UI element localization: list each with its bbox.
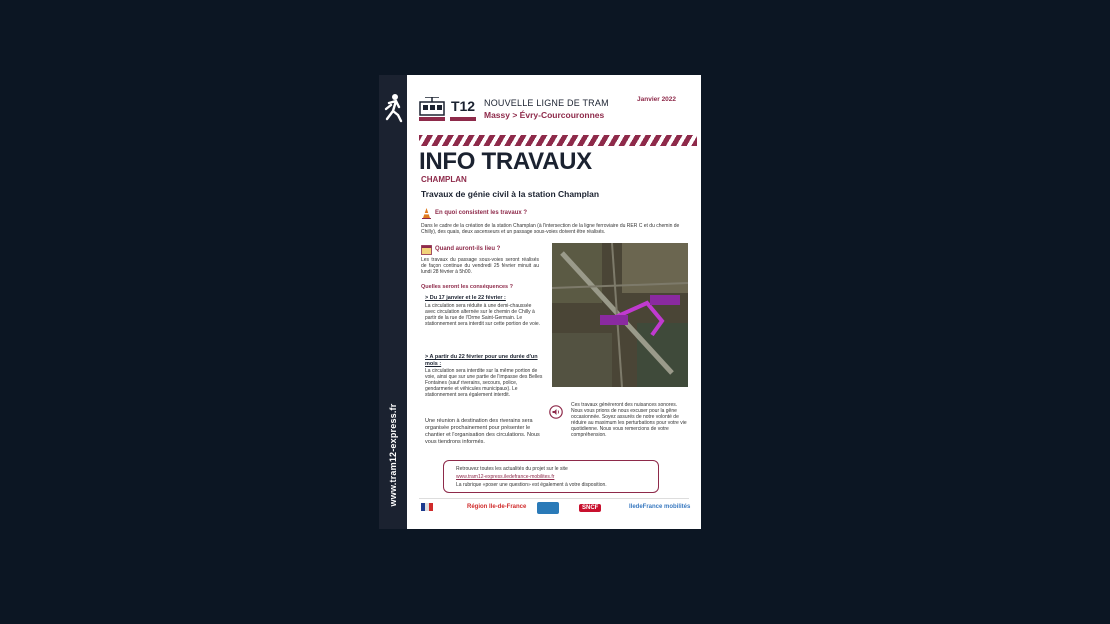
pedestrian-icon bbox=[383, 93, 403, 123]
info-box bbox=[443, 460, 659, 493]
flyer-content bbox=[407, 75, 701, 529]
sncf-logo: SNCF bbox=[579, 504, 601, 512]
website-label[interactable]: www.tram12-express.fr bbox=[388, 403, 398, 507]
region-logo: Région Ile-de-France bbox=[467, 504, 527, 510]
info-line: Retrouvez toutes les actualités du projet sur le site bbox=[456, 466, 568, 472]
line-badge-bar bbox=[450, 117, 476, 121]
republic-emblem-icon bbox=[421, 503, 433, 515]
city-logo-icon bbox=[537, 502, 559, 514]
footer-divider bbox=[419, 498, 689, 499]
aerial-map-image bbox=[552, 243, 688, 387]
meeting-text: Une réunion à destination des riverains sera organisée prochainement pour présenter le chantier et l'organisation des circulations. Nous vous tiendrons informés. bbox=[425, 418, 540, 445]
calendar-icon bbox=[421, 244, 432, 255]
flyer-document bbox=[379, 75, 701, 529]
idfm-logo: IledeFrance mobilités bbox=[629, 504, 691, 510]
period2-title: > A partir du 22 février pour une durée d'un mois : bbox=[425, 354, 538, 367]
section-heading: Travaux de génie civil à la station Champlan bbox=[421, 189, 600, 199]
hazard-stripes bbox=[419, 135, 697, 146]
info-line: La rubrique «poser une question» est également à votre disposition. bbox=[456, 482, 607, 488]
sidebar bbox=[379, 75, 407, 529]
date-label: Janvier 2022 bbox=[637, 96, 677, 103]
line-title: NOUVELLE LIGNE DE TRAM bbox=[484, 98, 609, 108]
noise-icon bbox=[549, 405, 563, 419]
period1-text: La circulation sera réduite à une demi-chaussée avec circulation alternée sur le chemin de Chilly à partir de la rue de l'Orme Saint-Germain. Le stationnement sera interdit sur cette portion de voie. bbox=[425, 303, 541, 327]
when-text: Les travaux du passage sous-voies seront réalisés de façon continue du vendredi 25 février minuit au lundi 28 février à 5h00. bbox=[421, 257, 539, 275]
project-link[interactable]: www.tram12-express.iledefrance-mobilites.fr bbox=[456, 474, 555, 480]
period1-title: > Du 17 janvier et le 22 février : bbox=[425, 295, 506, 301]
line-code: T12 bbox=[450, 98, 476, 114]
traffic-cone-icon bbox=[421, 208, 432, 219]
line-badge bbox=[449, 97, 477, 121]
tram-icon bbox=[419, 97, 445, 121]
consequences-question: Quelles seront les conséquences ? bbox=[421, 284, 514, 290]
page-title: INFO TRAVAUX bbox=[419, 148, 592, 175]
page-subtitle: CHAMPLAN bbox=[421, 175, 467, 184]
noise-text: Ces travaux généreront des nuisances sonores. Nous vous prions de nous excuser pour la gêne occasionnée. Soyez assurés de notre volonté de réduire au maximum les perturbations pour votre vie quotidienne. Nous vous remercions de votre compréhension. bbox=[571, 402, 687, 438]
when-question: Quand auront-ils lieu ? bbox=[435, 246, 501, 252]
what-text: Dans le cadre de la création de la station Champlan (à l'intersection de la ligne ferroviaire du RER C et du chemin de Chilly), des quais, deux ascenseurs et un passage sous-voies doivent être réalisés. bbox=[421, 223, 680, 235]
route-label: Massy > Évry-Courcouronnes bbox=[484, 110, 605, 120]
period2-text: La circulation sera interdite sur la même portion de voie, ainsi que sur une partie de l'impasse des Belles Fontaines (sauf riverains, secours, police, gendarmerie et véhicules municipaux). Le stationnement sera également interdit. bbox=[425, 368, 543, 398]
what-question: En quoi consistent les travaux ? bbox=[435, 210, 528, 216]
